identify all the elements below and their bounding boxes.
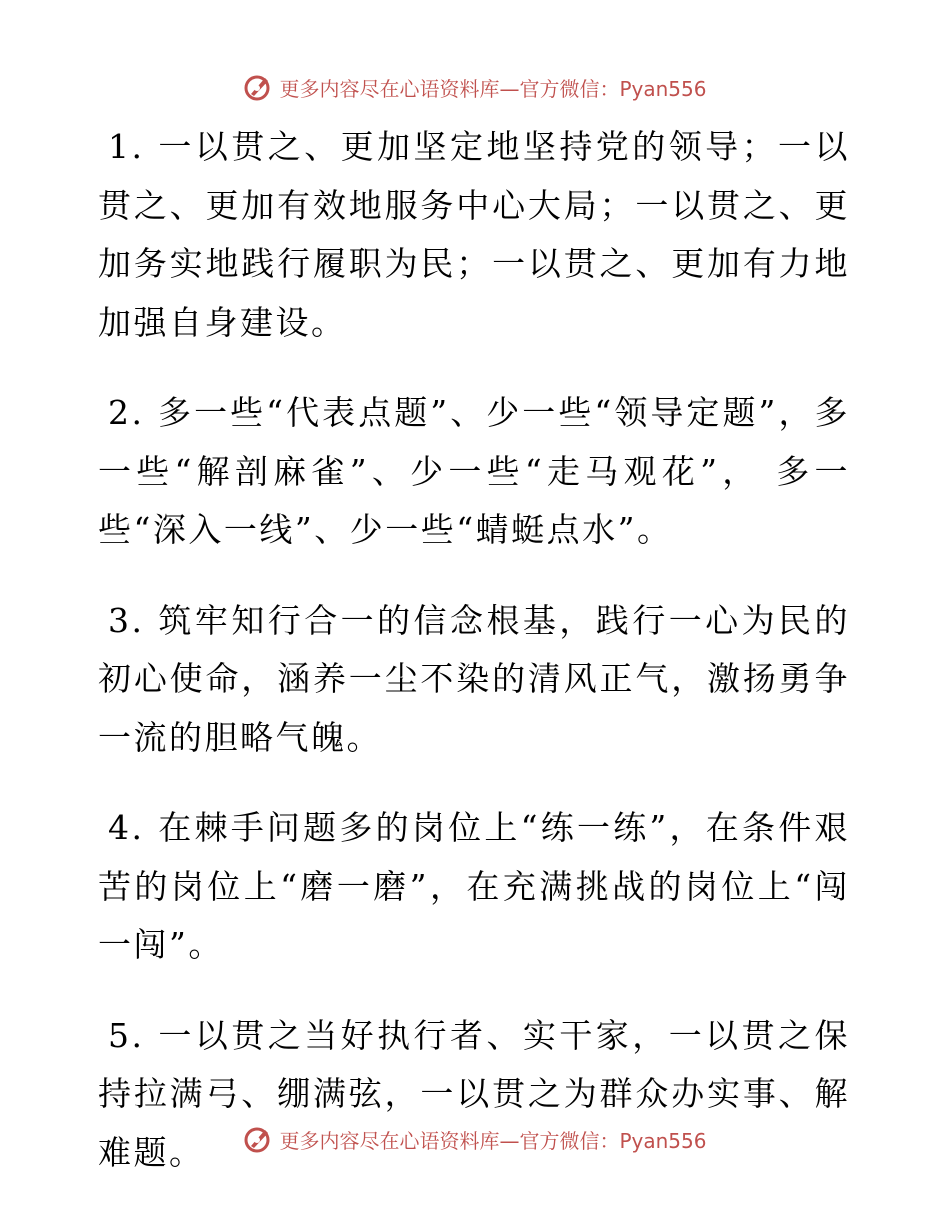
watermark-text: 更多内容尽在心语资料库—官方微信：Pyan556 — [279, 1128, 707, 1153]
document-body — [98, 118, 850, 1214]
paragraph-4: 4. 在棘手问题多的岗位上“练一练”，在条件艰苦的岗位上“磨一磨”，在充满挑战的岗位上“闯一闯”。 — [98, 808, 850, 964]
quill-logo-icon — [243, 1124, 273, 1154]
paragraph-1: 1. 一以贯之、更加坚定地坚持党的领导；一以贯之、更加有效地服务中心大局；一以贯之、更加务实地践行履职为民；一以贯之、更加有力地加强自身建设。 — [98, 127, 850, 342]
header-watermark-banner — [0, 72, 950, 102]
paragraph-2: 2. 多一些“代表点题”、少一些“领导定题”，多一些“解剖麻雀”、少一些“走马观花”， 多一些“深入一线”、少一些“蜻蜓点水”。 — [98, 393, 850, 549]
quill-logo-icon — [243, 72, 273, 102]
paragraph-5: 5. 一以贯之当好执行者、实干家，一以贯之保持拉满弓、绷满弦，一以贯之为群众办实事、解难题。 — [98, 1015, 850, 1172]
footer-watermark-banner — [0, 1124, 950, 1154]
paragraph-3: 3. 筑牢知行合一的信念根基，践行一心为民的初心使命，涵养一尘不染的清风正气，激扬勇争一流的胆略气魄。 — [98, 600, 850, 757]
watermark-text: 更多内容尽在心语资料库—官方微信：Pyan556 — [279, 76, 707, 101]
